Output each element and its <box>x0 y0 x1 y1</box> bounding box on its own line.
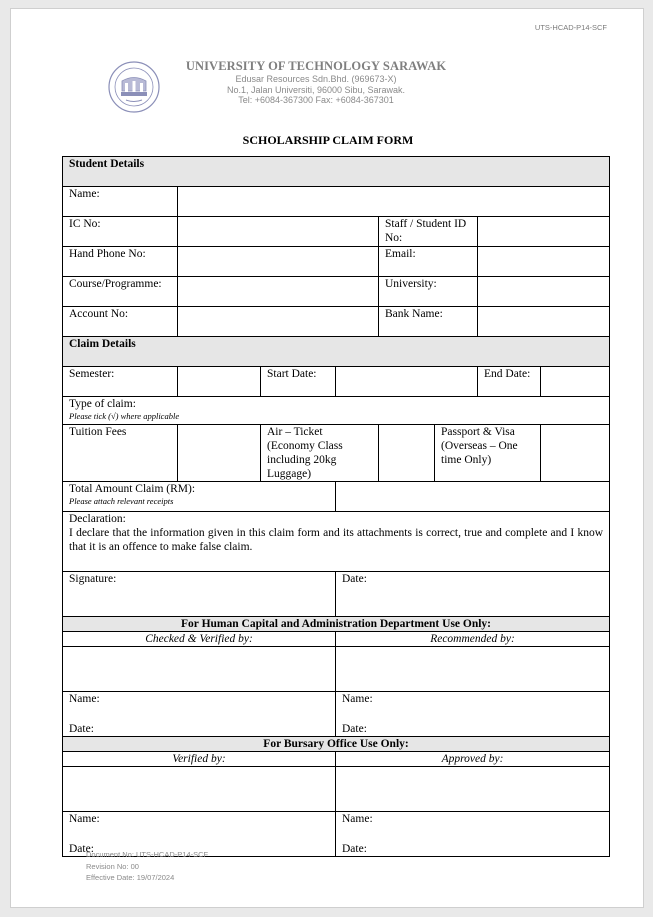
footer-revision: Revision No: 00 <box>86 861 139 871</box>
bursary-verified-date-label: Date: <box>69 843 94 855</box>
approved-label: Approved by: <box>336 752 610 767</box>
hcad-recommended-name-label: Name: <box>342 693 373 705</box>
account-label: Account No: <box>63 307 178 337</box>
hcad-checked-date-label: Date: <box>69 723 94 735</box>
hcad-heading: For Human Capital and Administration Department Use Only: <box>63 617 610 632</box>
course-label: Course/Programme: <box>63 277 178 307</box>
passport-visa-tick-box[interactable] <box>541 425 610 482</box>
checked-verified-label: Checked & Verified by: <box>63 632 336 647</box>
ic-field[interactable] <box>178 217 379 247</box>
bursary-approved-date-label: Date: <box>342 843 367 855</box>
student-details-heading: Student Details <box>63 157 610 187</box>
hcad-recommended-date-label: Date: <box>342 723 367 735</box>
claim-type-note: Please tick (√) where applicable <box>69 411 180 421</box>
bursary-approved-name-label: Name: <box>342 813 373 825</box>
signature-label: Signature: <box>69 573 117 585</box>
hcad-checked-name-date[interactable] <box>63 692 336 737</box>
air-ticket-tick-box[interactable] <box>379 425 435 482</box>
course-field[interactable] <box>178 277 379 307</box>
staff-id-field[interactable] <box>478 217 610 247</box>
email-label: Email: <box>379 247 478 277</box>
total-amount-field[interactable] <box>336 482 610 512</box>
bursary-approved-name-date[interactable] <box>336 812 610 857</box>
semester-label: Semester: <box>63 367 178 397</box>
tuition-label: Tuition Fees <box>63 425 178 482</box>
phone-label: Hand Phone No: <box>63 247 178 277</box>
footer-doc-no: Document No: UTS-HCAD-P14-SCF <box>86 850 209 859</box>
university-label: University: <box>379 277 478 307</box>
start-date-label: Start Date: <box>261 367 336 397</box>
signature-field[interactable] <box>63 572 336 617</box>
total-amount-label: Total Amount Claim (RM): <box>69 483 196 495</box>
start-date-field[interactable] <box>336 367 478 397</box>
staff-id-label: Staff / Student ID No: <box>379 217 478 247</box>
ic-label: IC No: <box>63 217 178 247</box>
air-ticket-label: Air – Ticket (Economy Class including 20kg Luggage) <box>261 425 379 482</box>
university-logo <box>108 61 160 113</box>
university-field[interactable] <box>478 277 610 307</box>
recommended-signature-field[interactable] <box>336 647 610 692</box>
semester-field[interactable] <box>178 367 261 397</box>
bursary-heading: For Bursary Office Use Only: <box>63 737 610 752</box>
claim-type-heading <box>63 397 610 425</box>
footer-effective-date: Effective Date: 19/07/2024 <box>86 873 175 882</box>
receipts-note: Please attach relevant receipts <box>69 496 174 506</box>
claim-details-heading: Claim Details <box>63 337 610 367</box>
declaration-text: I declare that the information given in this claim form and its attachments is correct, true and complete and I know that it is an offence to make false claim. <box>69 527 604 553</box>
tuition-tick-box[interactable] <box>178 425 261 482</box>
form-title: SCHOLARSHIP CLAIM FORM <box>242 133 414 147</box>
bank-field[interactable] <box>478 307 610 337</box>
student-section-row <box>63 157 610 187</box>
declaration-label: Declaration: <box>69 513 126 525</box>
hcad-recommended-name-date[interactable] <box>336 692 610 737</box>
email-field[interactable] <box>478 247 610 277</box>
checked-signature-field[interactable] <box>63 647 336 692</box>
passport-visa-label: Passport & Visa (Overseas – One time Only) <box>435 425 541 482</box>
verified-label: Verified by: <box>63 752 336 767</box>
approved-signature-field[interactable] <box>336 767 610 812</box>
contact-info: Tel: +6084-367300 Fax: +6084-367301 <box>238 95 394 105</box>
address: No.1, Jalan Universiti, 96000 Sibu, Sarawak. <box>226 84 406 95</box>
end-date-label: End Date: <box>478 367 541 397</box>
bank-label: Bank Name: <box>379 307 478 337</box>
name-field[interactable] <box>178 187 610 217</box>
total-amount-cell <box>63 482 336 512</box>
recommended-label: Recommended by: <box>336 632 610 647</box>
letterhead <box>161 59 471 106</box>
end-date-field[interactable] <box>541 367 610 397</box>
document-footer <box>86 849 208 884</box>
form-page <box>10 8 644 908</box>
bursary-verified-name-label: Name: <box>69 813 100 825</box>
signature-date-field[interactable] <box>336 572 610 617</box>
claim-form-table <box>62 156 610 857</box>
document-code: UTS-HCAD-P14-SCF <box>534 23 607 32</box>
hcad-checked-name-label: Name: <box>69 693 100 705</box>
phone-field[interactable] <box>178 247 379 277</box>
claim-section-row <box>63 337 610 367</box>
claim-type-label: Type of claim: <box>69 398 136 410</box>
university-name: UNIVERSITY OF TECHNOLOGY SARAWAK <box>185 59 447 73</box>
name-label: Name: <box>63 187 178 217</box>
account-field[interactable] <box>178 307 379 337</box>
declaration-cell <box>63 512 610 572</box>
company-name: Edusar Resources Sdn.Bhd. (969673-X) <box>235 74 397 84</box>
signature-date-label: Date: <box>342 573 367 585</box>
verified-signature-field[interactable] <box>63 767 336 812</box>
